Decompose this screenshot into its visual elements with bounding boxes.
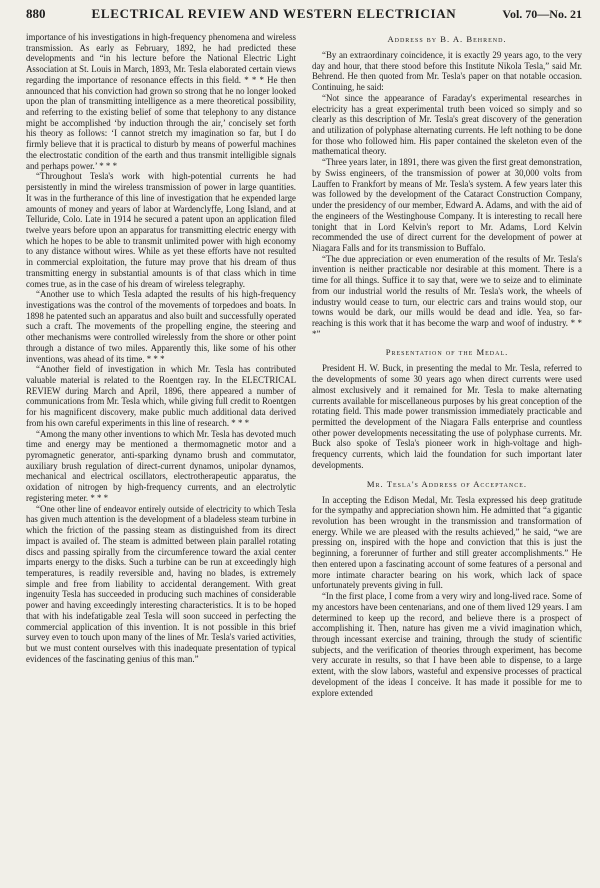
page-number: 880 (26, 6, 46, 21)
publication-title: ELECTRICAL REVIEW AND WESTERN ELECTRICIAN (91, 6, 457, 21)
paragraph: “Another field of investigation in which Mr. Tesla has contributed valuable material is related to the Roentgen ray. In the ELECTRICAL REVIEW during March and April, 1896, there appeared a number of communications from Mr. Tesla which, while giving full credit to Roentgen for his magnificent discovery, make public much additional data derived from his own careful experiments in this line of research. * * * (26, 364, 296, 428)
paragraph: “Three years later, in 1891, there was given the first great demonstration, by Swiss engineers, of the transmission of power at 30,000 volts from Lauffen to Frankfort by means of Mr. Tesla's system. A few years later this was followed by the development of the Cataract Construction Company, under the presidency of our member, Edward A. Adams, and with the aid of the engineers of the Westinghouse Company. It is interesting to recall here tonight that in Lord Kelvin's report to Mr. Adams, Lord Kelvin recommended the use of direct current for the development of power at Niagara Falls and for its transmission to Buffalo. (312, 157, 582, 253)
paragraph: “Among the many other inventions to which Mr. Tesla has devoted much time and energy may be mentioned a thermomagnetic motor and a pyromagnetic generator, anti-sparking dynamo brush and commutator, auxiliary brush regulation of direct-current dynamos, unipolar dynamos, mechanical and electrical oscillators, electrotherapeutic apparatus, the oxidation of nitrogen by high-frequency currents, and an electrolytic registering meter. * * * (26, 428, 296, 503)
section-heading-medal: Presentation of the Medal. (385, 347, 509, 358)
paragraph: “By an extraordinary coincidence, it is exactly 29 years ago, to the very day and hour, that there stood before this Institute Nikola Tesla,” said Mr. Behrend. He then quoted from Mr. Tesla's paper on that notable occasion. Continuing, he said: (312, 50, 582, 93)
paragraph: “Not since the appearance of Faraday's experimental researches in electricity has a great experimental truth been voiced so simply and so clearly as this description of Mr. Tesla's great discovery of the generation and utilization of polyphase alternating currents. He left nothing to be done for those who followed him. His paper contained the skeleton even of the mathematical theory. (312, 92, 582, 157)
running-header (26, 6, 582, 26)
paragraph: In accepting the Edison Medal, Mr. Tesla expressed his deep gratitude for the sympathy and appreciation shown him. He admitted that “a gigantic revolution has been wrought in the transmission and transformation of energy. While we are pleased with the results achieved,” he said, “we are pressing on, inspired with the hope and conviction that this is just the beginning, a forerunner of further and still greater accomplishments.” He then entered upon a fascinating account of some features of a personal and more intimate character bearing on his work, which lack of space unfortunately prevents giving in full. (312, 494, 582, 591)
paragraph: “Throughout Tesla's work with high-potential currents he had persistently in mind the wireless transmission of power in large quantities. It was in the furtherance of this line of investigation that he expended large amounts of money and years of labor at Wardenclyffe, Long Island, and at Telluride, Colo. Late in 1914 he secured a patent upon an application filed twelve years before upon an apparatus for transmitting electric energy with which he hopes to be able to transmit unlimited power with high economy to any distance without wires. While as yet these efforts have not resulted in commercial exploitation, the future may prove that his dream of thus transmitting energy in substantial amounts is of that class which in time comes true, as in the case of his dream of wireless telegraphy. (26, 171, 296, 289)
paragraph: “In the first place, I come from a very wiry and long-lived race. Some of my ancestors have been centenarians, and one of them lived 129 years. I am determined to keep up the record, and believe there is a prospect of accomplishing it. Then, nature has given me a vivid imagination which, through incessant exercise and training, through the study of scientific subjects, and the verification of theories through experiment, has become very accurate in results, so that I have been able to dispense, to a large extent, with the slow labors, wasteful and expensive processes of practical development of the ideas I conceive. It has made it possible for me to explore extended (312, 591, 582, 698)
paragraph: importance of his investigations in high-frequency phenomena and wireless transmission. As early as February, 1892, he had predicted these developments and “in his lecture before the National Electric Light Association at St. Louis in March, 1893, Mr. Tesla elaborated certain views regarding the importance of resonance effects in this field. * * * He then announced that his conviction had grown so strong that he no longer looked upon the plan of transmitting intelligence as a mere theoretical possibility, and referring to the existing belief of some that telephony to any distance might be accomplished ‘by induction through the air,’ concisely set forth his theory as follows: ‘I cannot stretch my imagination so far, but I do firmly believe that it is practical to disturb by means of powerful machines the electrostatic condition of the earth and thus transmit intelligible signals and perhaps power.’ * * * (26, 32, 296, 171)
left-column (26, 32, 296, 698)
two-column-body (26, 32, 582, 698)
volume-issue: Vol. 70—No. 21 (502, 7, 582, 21)
paragraph: “Another use to which Tesla adapted the results of his high-frequency investigations was the control of the movements of torpedoes and boats. In 1898 he patented such an apparatus and also built and successfully operated such a craft. The movements of the propelling engine, the steering and other mechanisms were controlled wirelessly from the shore or other point through a distance of two miles. Apparently this, like some of his other inventions, was ahead of its time. * * * (26, 289, 296, 364)
paragraph: “The due appreciation or even enumeration of the results of Mr. Tesla's invention is neither practicable nor desirable at this moment. There is a time for all things. Suffice it to say that, were we to seize and to eliminate from our industrial world the results of Mr. Tesla's work, the wheels of industry would cease to turn, our electric cars and trains would stop, our towns would be dark, our mills would be dead and idle. Yea, so far-reaching is this work that it has become the warp and woof of industry. * * *” (312, 253, 582, 339)
section-heading-behrend: Address by B. A. Behrend. (387, 34, 507, 44)
paragraph: “One other line of endeavor entirely outside of electricity to which Tesla has given much attention is the development of a bladeless steam turbine in which the friction of the passing steam as distinguished from its direct impact is availed of. The steam is admitted between plain parallel rotating discs and passing spirally from the circumference toward the axial center imparts energy to the disks. Such a turbine can be run at exceedingly high temperatures, is readily reversible and, having no blades, is extremely simple and free from liability to accidental derangement. With great ingenuity Tesla has succeeded in producing such machines of considerable power and having exceedingly interesting characteristics. It is to be hoped that with his indefatigable zeal Tesla will soon succeed in perfecting the commercial application of this invention. It is not possible in this brief survey even to touch upon many of the lines of Mr. Tesla's varied activities, but we must content ourselves with this inadequate presentation of typical evidences of the fascinating genius of this man.” (26, 503, 296, 664)
paragraph: President H. W. Buck, in presenting the medal to Mr. Tesla, referred to the developments of some 30 years ago when direct currents were used almost exclusively and it remained for Mr. Tesla to make alternating currents available for miscellaneous purposes by his great conception of the rotating field. This made power transmission immediately practicable and permitted the development of the Niagara Falls enterprise and countless other power developments necessitating the use of polyphase currents. Mr. Buck also spoke of Tesla's pioneer work in high-voltage and high-frequency currents, which laid the foundation for such important later developments. (312, 363, 582, 470)
section-heading-acceptance: Mr. Tesla's Address of Acceptance. (366, 478, 528, 489)
right-column (312, 32, 582, 698)
